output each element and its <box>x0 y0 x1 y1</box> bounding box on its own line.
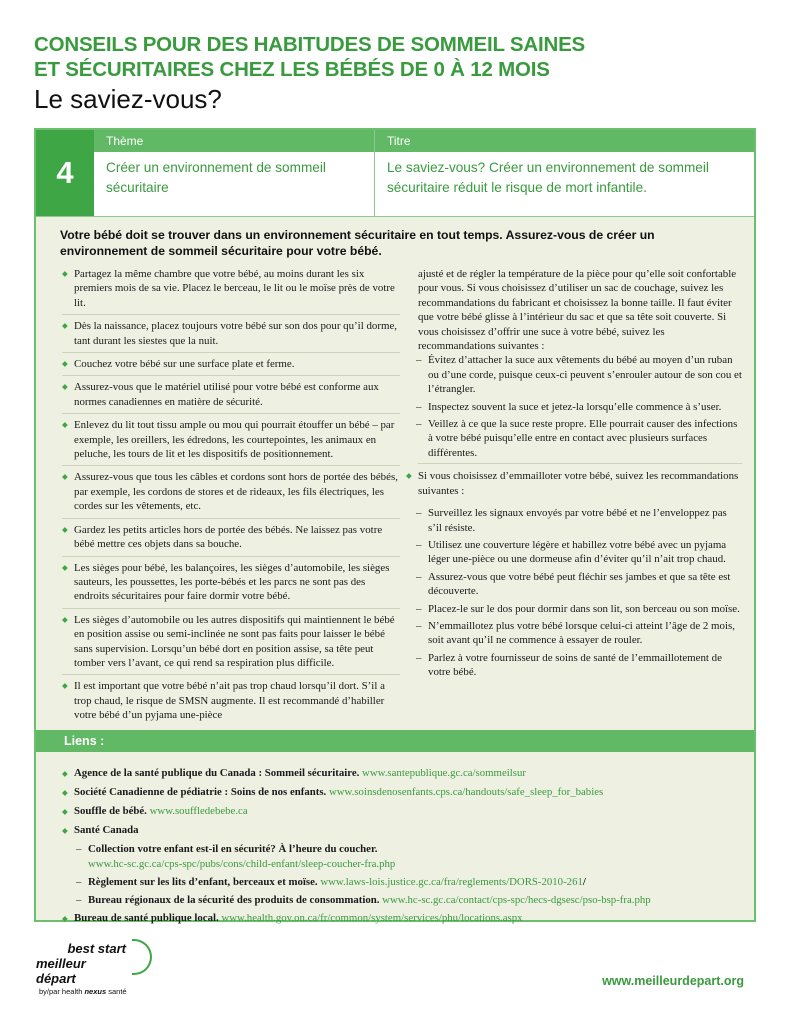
list-item: ◆ Assurez-vous que tous les câbles et cordons sont hors de portée des bébés, par exemple, les cordons de stores et de rideaux, les fils électriques, les cordes sur les vêtements, etc. <box>62 470 400 518</box>
swaddle-sub-item: – Assurez-vous que votre bébé peut fléchir ses jambes et que sa tête est découverte. <box>406 570 742 602</box>
link-item <box>62 911 742 930</box>
title-line-1: CONSEILS POUR DES HABITUDES DE SOMMEIL SAINES <box>34 33 586 56</box>
logo-by: by/par health <box>39 987 83 996</box>
list-item: ◆ Les sièges pour bébé, les balançoires, les sièges d’automobile, les sièges sauteurs, les poussettes, les porte-bébés et les parcs ne sont pas des endroits sécuritaires pour faire dormir votre bébé. <box>62 561 400 609</box>
link-item <box>62 823 742 842</box>
pacifier-sub-item: – Évitez d’attacher la suce aux vêtements du bébé au moyen d’un ruban ou d’une corde, puisque ceux-ci peuvent s’enrouler autour de son cou et l’étrangler. <box>406 353 742 399</box>
links-list <box>62 766 742 930</box>
column-divider <box>374 130 375 216</box>
header-divider <box>36 216 754 217</box>
swaddle-sub-item: – Surveillez les signaux envoyés par votre bébé et ne l’enveloppez pas s’il résiste. <box>406 506 742 538</box>
pacifier-sub-item: – Veillez à ce que la suce reste propre. Elle pourrait causer des infections à votre bébé puisqu’elle entre en contact avec plusieurs surfaces différentes. <box>406 417 742 463</box>
link-label: Société Canadienne de pédiatrie : Soins de nos enfants. <box>74 786 327 798</box>
page-title <box>34 32 754 82</box>
list-item: ◆ Partagez la même chambre que votre bébé, au moins durant les six premiers mois de sa vie. Placez le berceau, le lit ou le moïse près de votre lit. <box>62 267 400 315</box>
link-item <box>62 766 742 785</box>
link-label: Souffle de bébé. <box>74 805 147 817</box>
list-item: ◆ Assurez-vous que le matériel utilisé pour votre bébé est conforme aux normes canadiennes en matière de sécurité. <box>62 380 400 414</box>
left-column <box>62 267 400 731</box>
link-url[interactable]: www.hc-sc.gc.ca/cps-spc/pubs/cons/child-enfant/sleep-coucher-fra.php <box>88 858 396 870</box>
logo-arc-icon <box>132 939 152 975</box>
list-item: ◆ Les sièges d’automobile ou les autres dispositifs qui maintiennent le bébé en position assise ou semi-inclinée ne sont pas faits pour laisser le bébé sans supervision. Lorsqu’un bébé dort en position assise, sa tête peut tomber vers l’avant, ce qui rend sa respiration plus difficile. <box>62 613 400 676</box>
links-heading: Liens : <box>36 730 754 752</box>
right-column <box>406 267 742 683</box>
link-url[interactable]: www.health.gov.on.ca/fr/common/system/services/phu/locations.aspx <box>221 912 523 924</box>
swaddle-sub-item: – Utilisez une couverture légère et habillez votre bébé avec un pyjama léger une-pièce ou une dormeuse afin d’éviter qu’il n’ait trop chaud. <box>406 538 742 570</box>
link-url[interactable]: www.soinsdenosenfants.cps.ca/handouts/safe_sleep_for_babies <box>328 786 604 798</box>
title-value: Le saviez-vous? Créer un environnement de sommeil sécuritaire réduit le risque de mort infantile. <box>387 160 709 195</box>
page-subtitle: Le saviez-vous? <box>34 84 222 114</box>
swaddle-sub-item: – N’emmaillotez plus votre bébé lorsque celui-ci atteint l’âge de 2 mois, soit avant qu’il ne commence à essayer de rouler. <box>406 619 742 651</box>
logo-byline <box>39 987 127 996</box>
link-label: Agence de la santé publique du Canada : Sommeil sécuritaire. <box>74 767 360 779</box>
card-header <box>36 130 754 216</box>
link-url[interactable]: www.laws-lois.justice.gc.ca/fra/reglements/DORS-2010-261 <box>320 876 583 888</box>
logo-nexus: nexus <box>84 987 107 996</box>
link-label: Collection votre enfant est-il en sécurité? À l’heure du coucher. <box>88 843 378 855</box>
footer-website-link[interactable]: www.meilleurdepart.org <box>602 974 744 988</box>
link-suffix: / <box>582 876 586 888</box>
list-item: ◆ Couchez votre bébé sur une surface plate et ferme. <box>62 357 400 376</box>
title-header: Titre <box>375 130 754 152</box>
link-url[interactable]: www.souffledebebe.ca <box>149 805 248 817</box>
theme-value: Créer un environnement de sommeil sécuritaire <box>106 160 326 195</box>
title-line-2: ET SÉCURITAIRES CHEZ LES BÉBÉS DE 0 À 12 MOIS <box>34 58 550 81</box>
link-url[interactable]: www.hc-sc.gc.ca/contact/cps-spc/hecs-dgsesc/pso-bsp-fra.php <box>382 894 651 906</box>
link-label: Règlement sur les lits d’enfant, berceaux et moïse. <box>88 876 318 888</box>
info-card <box>34 128 756 922</box>
list-item: ◆ Gardez les petits articles hors de portée des bébés. Ne laissez pas votre bébé mettre ces objets dans sa bouche. <box>62 523 400 557</box>
logo-sante: santé <box>108 987 127 996</box>
pacifier-sub-item: – Inspectez souvent la suce et jetez-la lorsqu’elle commence à s’user. <box>406 400 742 417</box>
list-item: ◆ Enlevez du lit tout tissu ample ou mou qui pourrait étouffer un bébé – par exemple, les oreillers, les édredons, les courtepointes, les animaux en peluche, les tours de lit et les dispositifs de positionnement. <box>62 418 400 466</box>
intro-text: Votre bébé doit se trouver dans un environnement sécuritaire en tout temps. Assurez-vous de créer un environnement de sommeil sécuritaire pour votre bébé. <box>60 228 655 258</box>
logo-line-1: best start <box>67 941 126 956</box>
list-item: ◆ Il est important que votre bébé n’ait pas trop chaud lorsqu’il dort. S’il a trop chaud, le risque de SMSN augmente. Il est recommandé d’habiller votre bébé d’un pyjama une-pièce <box>62 679 400 726</box>
link-label: Bureau régionaux de la sécurité des produits de consommation. <box>88 894 380 906</box>
list-item: ◆ Dès la naissance, placez toujours votre bébé sur son dos pour qu’il dorme, tant durant les siestes que la nuit. <box>62 319 400 353</box>
best-start-logo <box>36 941 156 1001</box>
card-number: 4 <box>36 130 94 216</box>
link-sub-item <box>62 875 742 893</box>
swaddle-item: ◆ Si vous choisissez d’emmailloter votre bébé, suivez les recommandations suivantes : <box>406 469 742 502</box>
continued-text: ajusté et de régler la température de la pièce pour qu’elle soit confortable pour vous. Si vous choisissez d’utiliser un sac de couchage, suivez les recommandations du fabricant et choisissez la bonne taille. Il faut éviter que votre bébé glisse à l’intérieur du sac et que sa tête soit couverte. Si vous choisissez d’offrir une suce à votre bébé, suivez les recommandations suivantes : <box>418 268 737 353</box>
link-item <box>62 804 742 823</box>
links-section <box>36 752 754 924</box>
link-sub-item <box>62 842 742 875</box>
link-label: Santé Canada <box>74 824 139 836</box>
link-label: Bureau de santé publique local. <box>74 912 219 924</box>
link-url[interactable]: www.santepublique.gc.ca/sommeilsur <box>362 767 526 779</box>
theme-header: Thème <box>94 130 374 152</box>
swaddle-sub-item: – Parlez à votre fournisseur de soins de santé de l’emmaillotement de votre bébé. <box>406 651 742 683</box>
right-divider <box>418 463 742 464</box>
swaddle-sub-item: – Placez-le sur le dos pour dormir dans son lit, son berceau ou son moïse. <box>406 602 742 619</box>
logo-line-2: meilleur départ <box>36 956 86 986</box>
link-item <box>62 785 742 804</box>
link-sub-item <box>62 893 742 911</box>
